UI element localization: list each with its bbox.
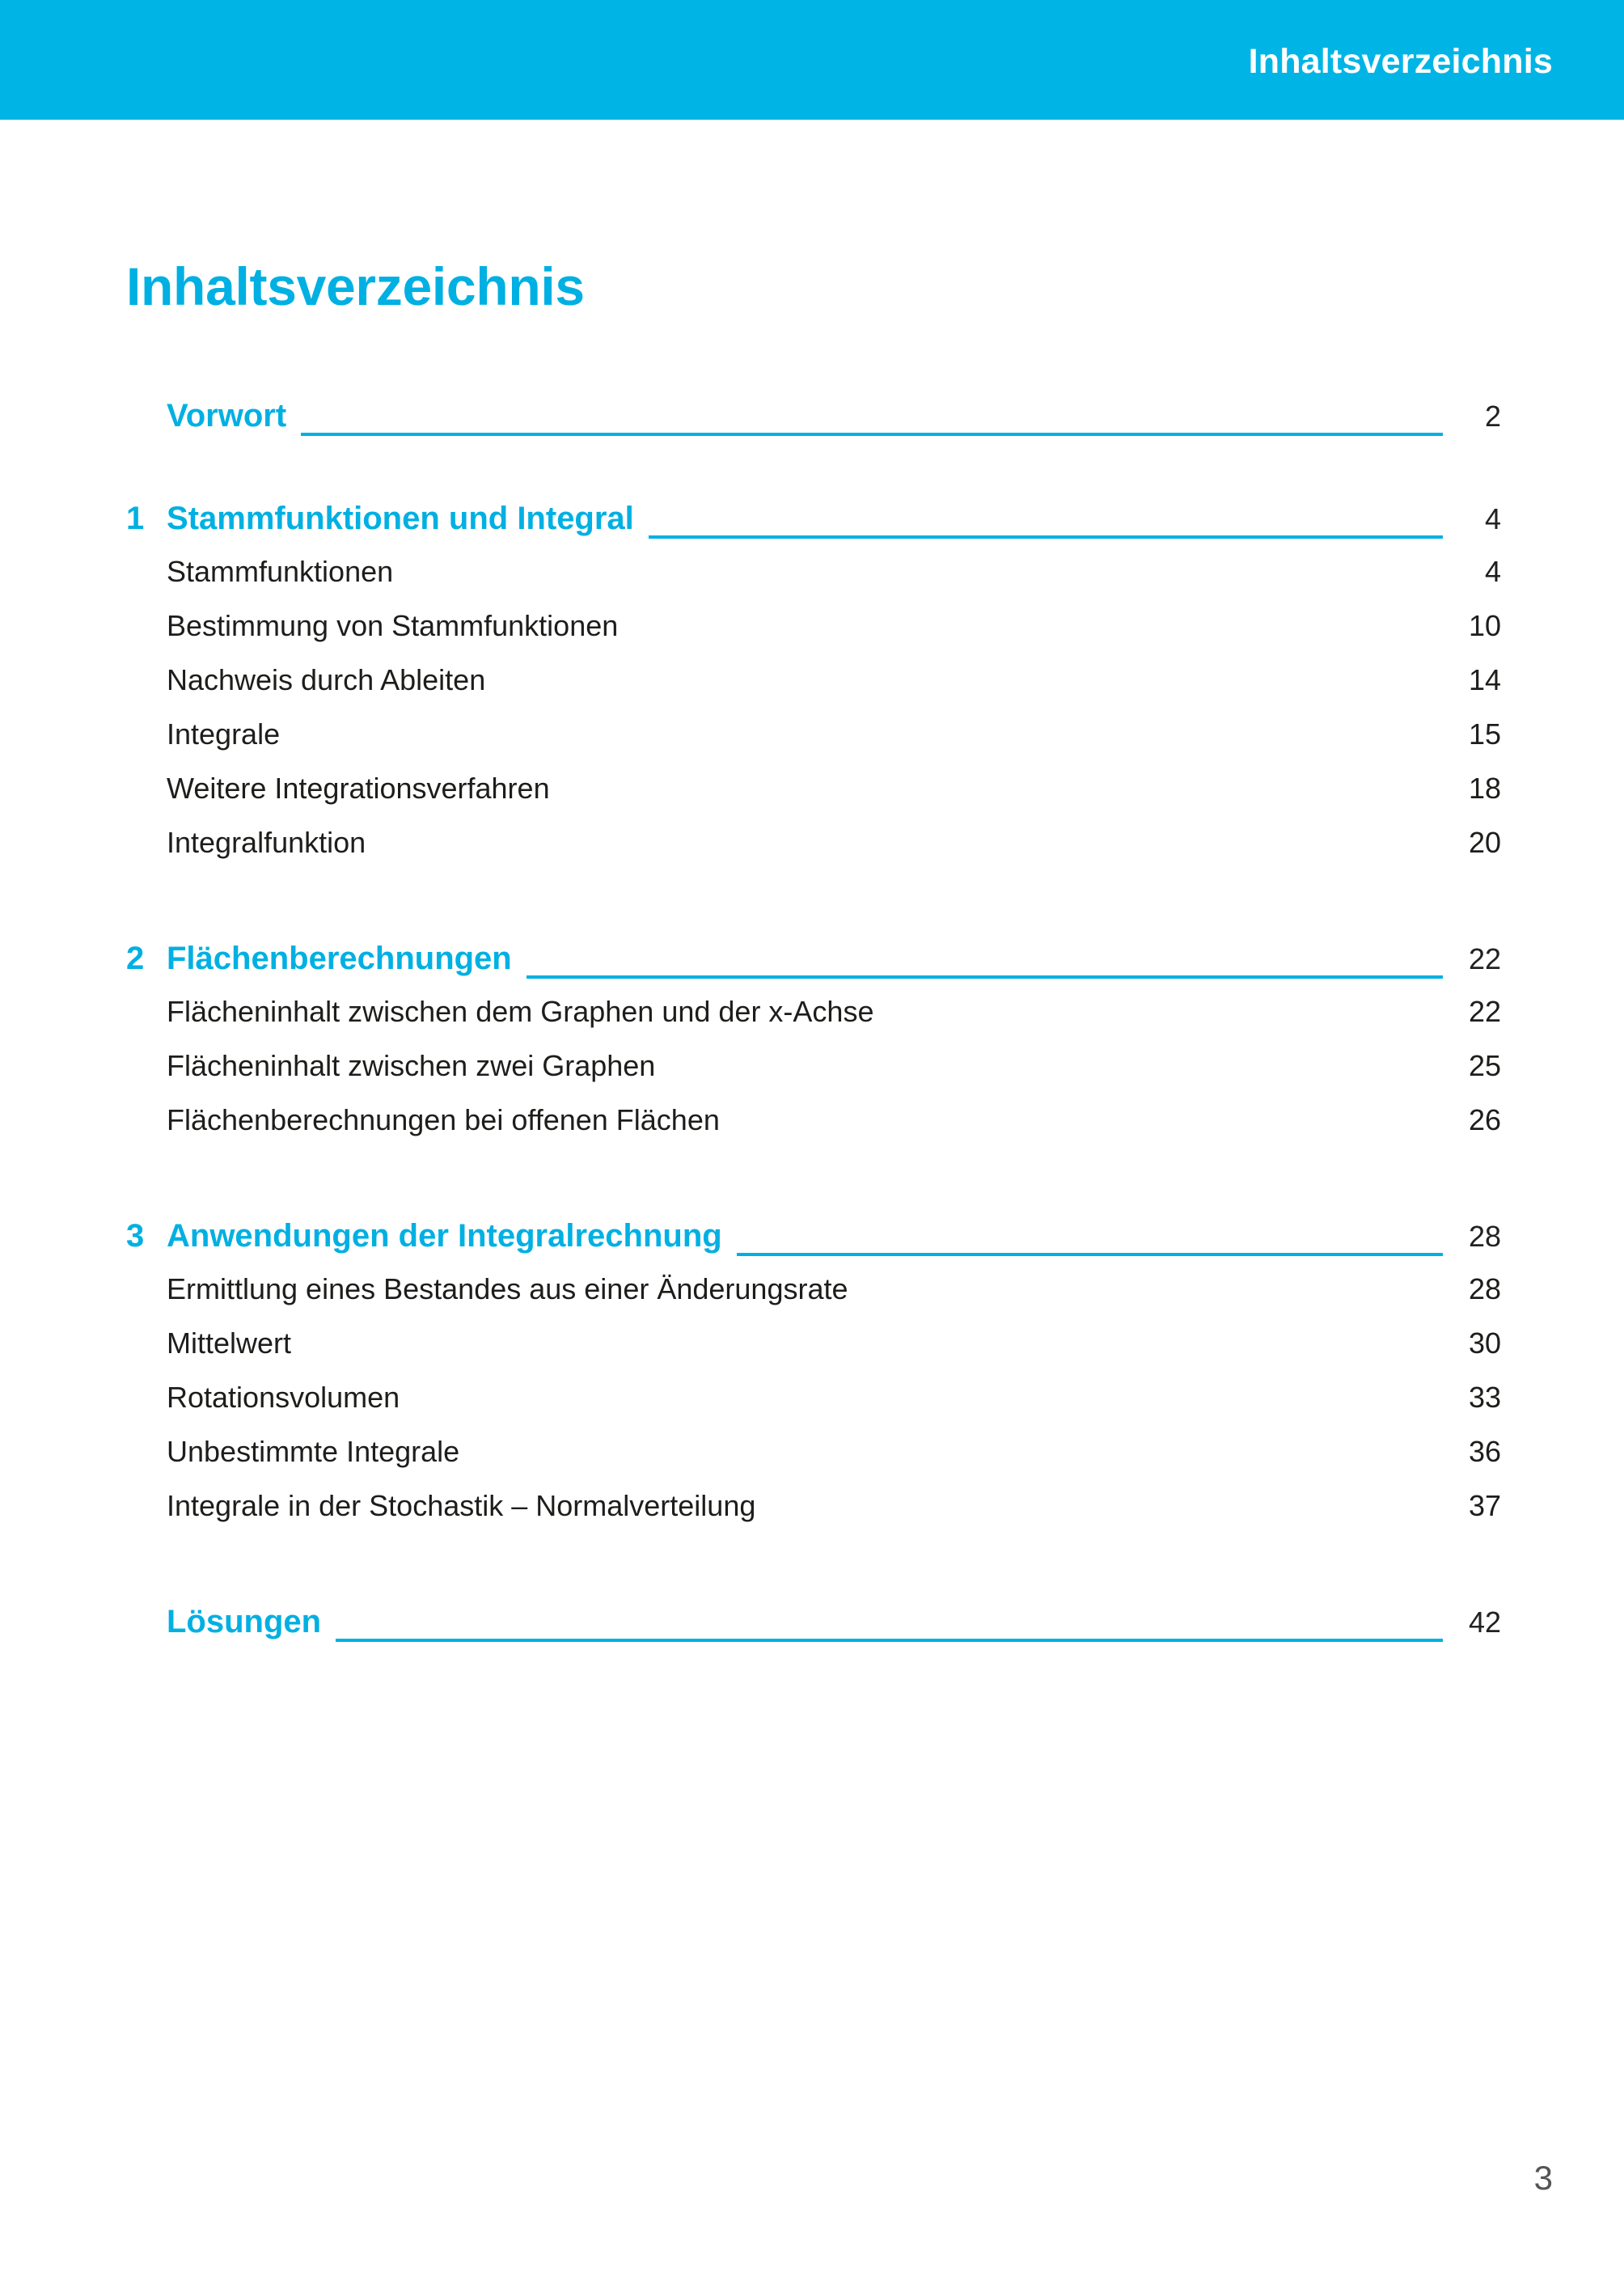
toc-subentry-label: Mittelwert [167,1326,292,1360]
spacer [126,1137,1501,1218]
toc-sublist-1 [126,555,1501,860]
toc-chapter-page: 28 [1468,1220,1501,1253]
spacer [126,434,1501,501]
toc-entry-label: Lösungen [167,1604,322,1639]
toc-leader-line [649,528,1443,529]
toc-chapter-2[interactable] [126,941,1501,977]
toc-sublist-3 [126,1272,1501,1523]
toc-subentry-page: 4 [1484,555,1501,588]
toc-subentry[interactable] [126,1272,1501,1306]
toc-chapter-3[interactable] [126,1218,1501,1254]
page-title: Inhaltsverzeichnis [126,256,585,317]
toc-leader-line [336,1631,1443,1632]
toc-subentry[interactable] [126,772,1501,806]
running-header-bar [0,0,1624,120]
toc-entry-label: Vorwort [167,398,287,434]
toc-subentry-page: 33 [1468,1381,1501,1414]
toc-subentry-page: 25 [1468,1049,1501,1082]
toc-subentry[interactable] [126,1326,1501,1360]
toc-chapter-number: 3 [126,1218,145,1254]
toc-subentry-label: Rotationsvolumen [167,1381,400,1414]
toc-subentry-page: 28 [1468,1272,1501,1305]
toc-sublist-2 [126,995,1501,1137]
toc-subentry-page: 10 [1468,609,1501,642]
toc-subentry-label: Flächenberechnungen bei offenen Flächen [167,1103,720,1136]
toc-entry-loesungen[interactable] [126,1604,1501,1640]
toc-subentry-page: 20 [1468,826,1501,859]
toc-subentry-label: Integrale in der Stochastik – Normalverteilung [167,1489,756,1522]
toc-subentry-label: Flächeninhalt zwischen zwei Graphen [167,1049,656,1082]
toc-subentry[interactable] [126,1049,1501,1083]
toc-chapter-number: 1 [126,501,145,536]
toc-chapter-label: Flächenberechnungen [167,941,512,976]
toc-subentry[interactable] [126,1381,1501,1415]
toc-subentry-page: 22 [1468,995,1501,1028]
toc-subentry[interactable] [126,555,1501,589]
toc-chapter-1[interactable] [126,501,1501,537]
footer-page-number: 3 [1533,2159,1553,2197]
toc-subentry-page: 36 [1468,1435,1501,1468]
toc-subentry-label: Unbestimmte Integrale [167,1435,460,1468]
toc-subentry-page: 14 [1468,663,1501,696]
toc-chapter-page: 22 [1468,942,1501,975]
toc-subentry-label: Stammfunktionen [167,555,394,588]
toc-chapter-label: Stammfunktionen und Integral [167,501,634,536]
toc-subentry-label: Integrale [167,717,281,751]
toc-subentry[interactable] [126,663,1501,697]
toc-subentry-page: 15 [1468,717,1501,751]
spacer [126,860,1501,941]
toc-subentry-label: Integralfunktion [167,826,366,859]
toc-subentry[interactable] [126,1103,1501,1137]
toc-chapter-page: 4 [1484,502,1501,535]
toc-chapter-number: 2 [126,941,145,976]
toc-entry-page: 2 [1484,400,1501,433]
toc-subentry[interactable] [126,1435,1501,1469]
running-header-title: Inhaltsverzeichnis [1248,42,1553,81]
toc-subentry[interactable] [126,609,1501,643]
toc-subentry-label: Flächeninhalt zwischen dem Graphen und der x-Achse [167,995,874,1028]
toc-subentry-page: 30 [1468,1326,1501,1360]
toc-chapter-label: Anwendungen der Integralrechnung [167,1218,722,1254]
table-of-contents [126,398,1501,1640]
toc-entry-vorwort[interactable] [126,398,1501,434]
toc-entry-page: 42 [1468,1606,1501,1639]
spacer [126,1523,1501,1604]
toc-subentry-label: Ermittlung eines Bestandes aus einer Änderungsrate [167,1272,848,1305]
toc-subentry-label: Bestimmung von Stammfunktionen [167,609,619,642]
toc-subentry-page: 26 [1468,1103,1501,1136]
toc-subentry[interactable] [126,826,1501,860]
toc-leader-line [527,968,1443,969]
toc-leader-line [301,425,1443,426]
toc-subentry-page: 18 [1468,772,1501,805]
toc-subentry-label: Nachweis durch Ableiten [167,663,486,696]
toc-subentry-page: 37 [1468,1489,1501,1522]
toc-subentry[interactable] [126,1489,1501,1523]
toc-subentry[interactable] [126,717,1501,751]
toc-subentry-label: Weitere Integrationsverfahren [167,772,550,805]
toc-subentry[interactable] [126,995,1501,1029]
